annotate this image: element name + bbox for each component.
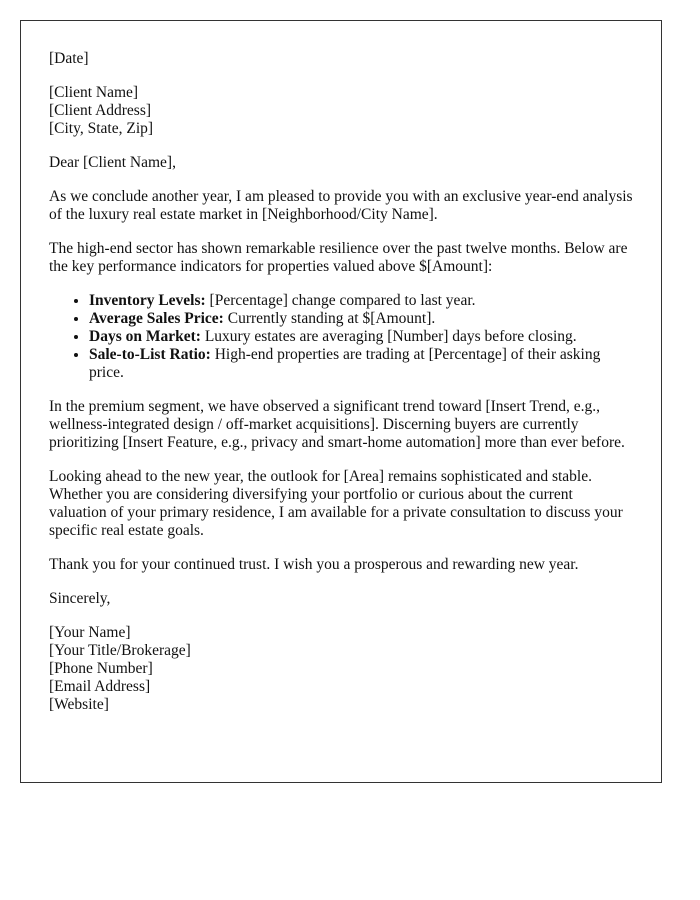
thanks-paragraph: Thank you for your continued trust. I wish you a prosperous and rewarding new year. <box>49 556 579 573</box>
kpi-text: Currently standing at $[Amount]. <box>223 310 436 327</box>
sender-phone: [Phone Number] <box>49 660 153 677</box>
outlook-paragraph: Looking ahead to the new year, the outlook for [Area] remains sophisticated and stable. Whether you are considering diversifying your portfolio or curious about the current valuation of your primary residence, I am available for a private consultation to discuss your specific real estate goals. <box>49 468 623 539</box>
letter <box>20 20 662 783</box>
salutation: Dear [Client Name], <box>49 154 176 171</box>
kpi-item <box>89 328 633 346</box>
sender-title: [Your Title/Brokerage] <box>49 642 191 659</box>
recipient-street: [Client Address] <box>49 102 152 119</box>
closing: Sincerely, <box>49 590 111 607</box>
date: [Date] <box>49 50 89 67</box>
kpi-text: [Percentage] change compared to last year. <box>205 292 476 309</box>
signature-block <box>49 624 633 714</box>
sender-email: [Email Address] <box>49 678 151 695</box>
recipient-city: [City, State, Zip] <box>49 120 154 137</box>
sender-website: [Website] <box>49 696 109 713</box>
recipient-address <box>49 84 633 138</box>
intro-paragraph: As we conclude another year, I am pleased to provide you with an exclusive year-end analysis of the luxury real estate market in [Neighborhood/City Name]. <box>49 188 633 223</box>
kpi-item <box>89 292 633 310</box>
kpi-item <box>89 310 633 328</box>
kpi-intro-paragraph: The high-end sector has shown remarkable resilience over the past twelve months. Below are the key performance indicators for properties valued above $[Amount]: <box>49 240 628 275</box>
trend-paragraph: In the premium segment, we have observed a significant trend toward [Insert Trend, e.g., wellness-integrated design / off-market acquisitions]. Discerning buyers are currently prioritizing [Insert Feature, e.g., privacy and smart-home automation] more than ever before. <box>49 398 625 451</box>
recipient-name: [Client Name] <box>49 84 139 101</box>
kpi-label: Days on Market: <box>89 328 201 345</box>
kpi-label: Average Sales Price: <box>89 310 224 327</box>
kpi-text: High-end properties are trading at [Percentage] of their asking price. <box>89 346 601 381</box>
kpi-list <box>49 292 633 382</box>
kpi-item <box>89 346 633 382</box>
kpi-text: Luxury estates are averaging [Number] days before closing. <box>200 328 577 345</box>
kpi-label: Inventory Levels: <box>89 292 206 309</box>
sender-name: [Your Name] <box>49 624 131 641</box>
kpi-label: Sale-to-List Ratio: <box>89 346 211 363</box>
